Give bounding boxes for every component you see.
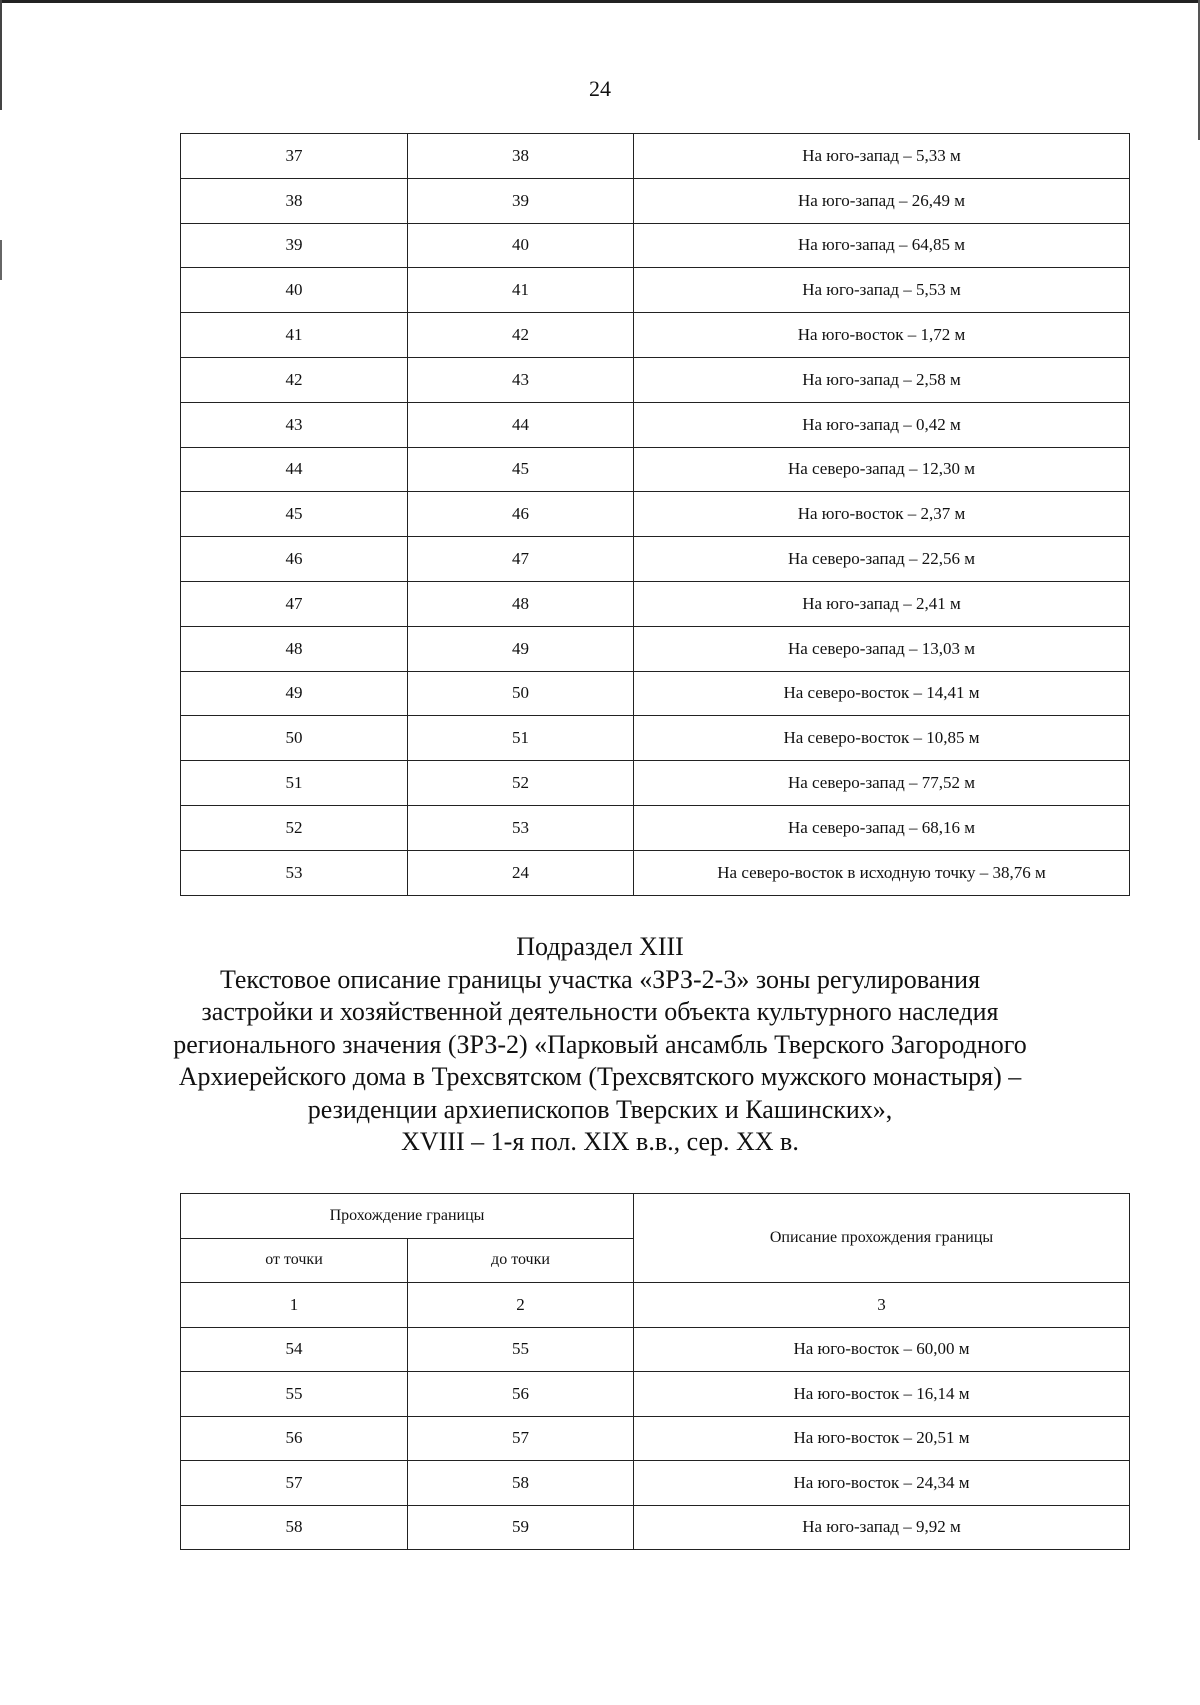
to-point-cell: 51 — [408, 716, 634, 761]
from-point-cell: 57 — [181, 1461, 408, 1506]
description-cell: На юго-запад – 0,42 м — [634, 402, 1130, 447]
to-point-cell: 41 — [408, 268, 634, 313]
table-row — [181, 761, 1130, 806]
to-point-cell: 47 — [408, 537, 634, 582]
section-heading-line: регионального значения (ЗРЗ-2) «Парковый ансамбль Тверского Загородного — [173, 1029, 1027, 1059]
to-point-cell: 42 — [408, 313, 634, 358]
from-point-cell: 53 — [181, 850, 408, 895]
section-heading-line: резиденции архиепископов Тверских и Кашинских», — [307, 1094, 893, 1124]
description-cell: На юго-восток – 1,72 м — [634, 313, 1130, 358]
column-number-cell: 3 — [634, 1283, 1130, 1328]
to-point-cell: 50 — [408, 671, 634, 716]
table-row — [181, 178, 1130, 223]
from-point-cell: 58 — [181, 1505, 408, 1550]
to-point-cell: 49 — [408, 626, 634, 671]
description-cell: На северо-восток в исходную точку – 38,76 м — [634, 850, 1130, 895]
table-row — [181, 626, 1130, 671]
boundary-table-continued — [180, 133, 1130, 896]
description-cell: На северо-запад – 68,16 м — [634, 805, 1130, 850]
description-cell: На северо-восток – 14,41 м — [634, 671, 1130, 716]
from-point-cell: 47 — [181, 581, 408, 626]
to-point-cell: 59 — [408, 1505, 634, 1550]
table-row — [181, 537, 1130, 582]
description-cell: На юго-запад – 26,49 м — [634, 178, 1130, 223]
table-row — [181, 1505, 1130, 1550]
section-heading-line: Подраздел XIII — [516, 932, 684, 961]
table-row — [181, 134, 1130, 179]
scan-border-top — [0, 0, 1200, 3]
from-point-cell: 37 — [181, 134, 408, 179]
header-group-cell: Прохождение границы — [181, 1194, 634, 1239]
description-cell: На юго-восток – 24,34 м — [634, 1461, 1130, 1506]
to-point-cell: 24 — [408, 850, 634, 895]
to-point-cell: 53 — [408, 805, 634, 850]
table-row — [181, 716, 1130, 761]
from-point-cell: 49 — [181, 671, 408, 716]
column-number-cell: 1 — [181, 1283, 408, 1328]
from-point-cell: 43 — [181, 402, 408, 447]
table-row — [181, 1372, 1130, 1417]
table-row — [181, 1461, 1130, 1506]
from-point-cell: 45 — [181, 492, 408, 537]
description-cell: На юго-восток – 16,14 м — [634, 1372, 1130, 1417]
table-row — [181, 671, 1130, 716]
table-row — [181, 268, 1130, 313]
table-row — [181, 313, 1130, 358]
description-cell: На юго-запад – 9,92 м — [634, 1505, 1130, 1550]
to-point-cell: 39 — [408, 178, 634, 223]
table-row — [181, 357, 1130, 402]
description-cell: На юго-восток – 60,00 м — [634, 1327, 1130, 1372]
from-point-cell: 39 — [181, 223, 408, 268]
scan-border-left-mark — [0, 240, 2, 280]
description-cell: На юго-запад – 5,53 м — [634, 268, 1130, 313]
section-heading-line: Текстовое описание границы участка «ЗРЗ-2-3» зоны регулирования — [219, 964, 981, 994]
table-header — [181, 1194, 1130, 1328]
description-cell: На северо-запад – 13,03 м — [634, 626, 1130, 671]
section-heading-line: Архиерейского дома в Трехсвятском (Трехсвятского мужского монастыря) – — [178, 1062, 1022, 1091]
table-row — [181, 223, 1130, 268]
to-point-cell: 40 — [408, 223, 634, 268]
table-row — [181, 581, 1130, 626]
to-point-cell: 46 — [408, 492, 634, 537]
to-point-cell: 45 — [408, 447, 634, 492]
column-number-cell: 2 — [408, 1283, 634, 1328]
to-point-cell: 56 — [408, 1372, 634, 1417]
to-point-cell: 55 — [408, 1327, 634, 1372]
description-cell: На юго-запад – 5,33 м — [634, 134, 1130, 179]
table-row — [181, 1327, 1130, 1372]
table-header-row — [181, 1194, 1130, 1239]
column-number-row — [181, 1283, 1130, 1328]
from-point-cell: 50 — [181, 716, 408, 761]
table-row — [181, 402, 1130, 447]
from-point-cell: 38 — [181, 178, 408, 223]
description-cell: На северо-запад – 22,56 м — [634, 537, 1130, 582]
from-point-cell: 42 — [181, 357, 408, 402]
table-row — [181, 447, 1130, 492]
description-cell: На юго-запад – 2,58 м — [634, 357, 1130, 402]
from-point-cell: 54 — [181, 1327, 408, 1372]
to-point-cell: 44 — [408, 402, 634, 447]
boundary-table-body — [181, 1327, 1130, 1550]
from-point-cell: 56 — [181, 1416, 408, 1461]
table-row — [181, 850, 1130, 895]
from-point-cell: 44 — [181, 447, 408, 492]
table-row — [181, 805, 1130, 850]
section-heading — [0, 931, 1200, 1159]
boundary-table-zrz-2-3 — [180, 1193, 1130, 1550]
from-point-cell: 55 — [181, 1372, 408, 1417]
section-heading-line: застройки и хозяйственной деятельности объекта культурного наследия — [201, 997, 999, 1026]
to-point-cell: 57 — [408, 1416, 634, 1461]
from-point-cell: 52 — [181, 805, 408, 850]
boundary-table-body — [181, 134, 1130, 896]
from-point-cell: 46 — [181, 537, 408, 582]
from-point-cell: 48 — [181, 626, 408, 671]
description-cell: На юго-восток – 2,37 м — [634, 492, 1130, 537]
header-desc-cell: Описание прохождения границы — [634, 1194, 1130, 1283]
header-from-cell: от точки — [181, 1238, 408, 1283]
description-cell: На северо-запад – 77,52 м — [634, 761, 1130, 806]
to-point-cell: 43 — [408, 357, 634, 402]
description-cell: На северо-запад – 12,30 м — [634, 447, 1130, 492]
from-point-cell: 41 — [181, 313, 408, 358]
table-row — [181, 492, 1130, 537]
description-cell: На северо-восток – 10,85 м — [634, 716, 1130, 761]
section-heading-line: XVIII – 1-я пол. XIX в.в., сер. XX в. — [401, 1127, 799, 1156]
from-point-cell: 51 — [181, 761, 408, 806]
description-cell: На юго-восток – 20,51 м — [634, 1416, 1130, 1461]
to-point-cell: 58 — [408, 1461, 634, 1506]
page-number: 24 — [589, 76, 611, 101]
to-point-cell: 48 — [408, 581, 634, 626]
to-point-cell: 52 — [408, 761, 634, 806]
description-cell: На юго-запад – 64,85 м — [634, 223, 1130, 268]
table-row — [181, 1416, 1130, 1461]
to-point-cell: 38 — [408, 134, 634, 179]
description-cell: На юго-запад – 2,41 м — [634, 581, 1130, 626]
from-point-cell: 40 — [181, 268, 408, 313]
header-to-cell: до точки — [408, 1238, 634, 1283]
